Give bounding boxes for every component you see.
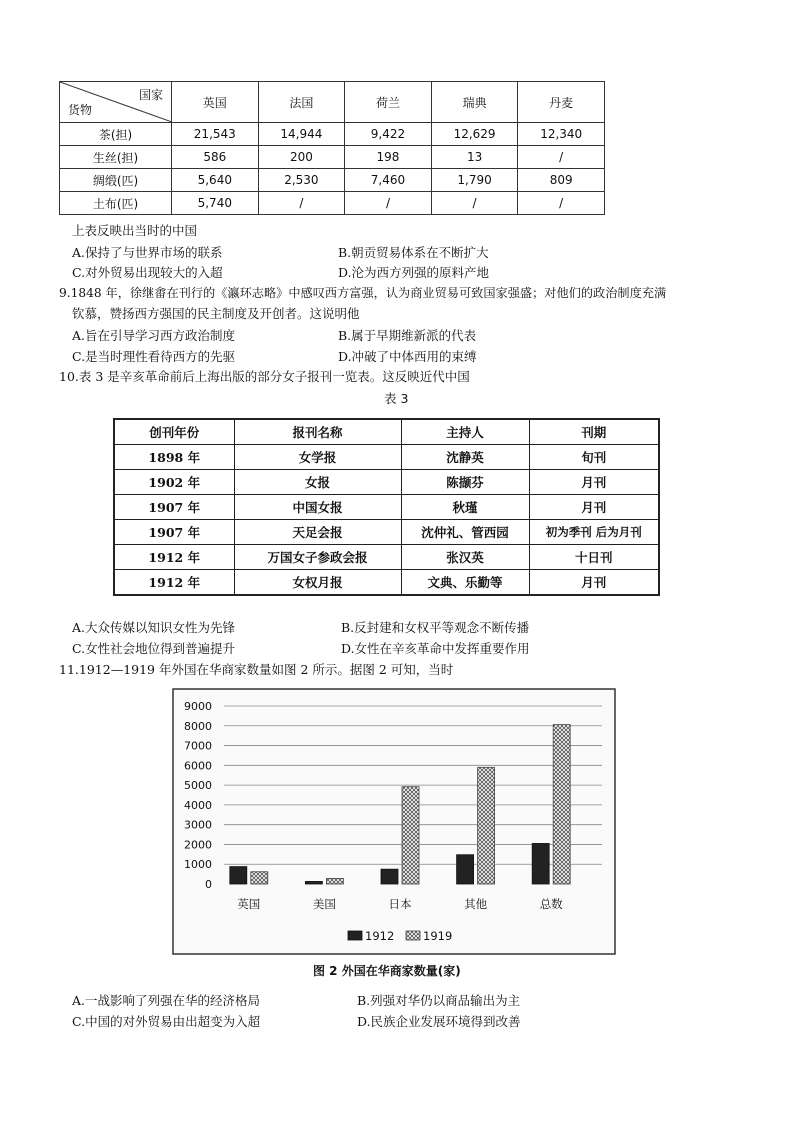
table-cell: 女学报 xyxy=(234,445,401,470)
country-header: 法国 xyxy=(258,82,345,123)
q9-option-b[interactable]: B.属于早期维新派的代表 xyxy=(338,328,477,343)
y-tick-label: 0 xyxy=(205,878,212,891)
country-header: 英国 xyxy=(172,82,259,123)
newspaper-table xyxy=(113,418,660,596)
table-cell: 十日刊 xyxy=(529,545,659,570)
table-title: 表 3 xyxy=(384,391,409,406)
bar-chart xyxy=(172,688,616,955)
legend-swatch-1912 xyxy=(348,931,362,940)
table-cell: 1902 年 xyxy=(114,470,234,495)
table-row xyxy=(60,146,605,169)
x-tick-label: 总数 xyxy=(539,897,563,911)
table-cell: 沈仲礼、管西园 xyxy=(401,520,529,545)
bar-1912-3 xyxy=(457,855,474,884)
bar-1919-0 xyxy=(251,872,268,884)
bar-1912-4 xyxy=(532,843,549,884)
table-cell: 7,460 xyxy=(345,169,432,192)
column-header: 刊期 xyxy=(529,419,659,445)
table-row xyxy=(114,495,659,520)
table-row xyxy=(60,169,605,192)
x-tick-label: 其他 xyxy=(464,897,488,911)
table-row xyxy=(114,445,659,470)
table-cell: / xyxy=(345,192,432,215)
table-cell: 月刊 xyxy=(529,495,659,520)
table-cell: / xyxy=(518,192,605,215)
x-tick-label: 英国 xyxy=(237,897,261,911)
trade-table xyxy=(59,81,605,215)
q10-stem: 10.表 3 是辛亥革命前后上海出版的部分女子报刊一览表。这反映近代中国 xyxy=(59,369,470,384)
q8-option-b[interactable]: B.朝贡贸易体系在不断扩大 xyxy=(338,245,489,260)
q8-option-a[interactable]: A.保持了与世界市场的联系 xyxy=(72,245,223,260)
table-cell: 文典、乐勤等 xyxy=(401,570,529,596)
bar-1919-3 xyxy=(478,767,495,884)
table-cell: 12,340 xyxy=(518,123,605,146)
chart-caption: 图 2 外国在华商家数量(家) xyxy=(313,964,461,978)
y-tick-label: 8000 xyxy=(184,719,212,733)
table-cell: 13 xyxy=(431,146,518,169)
q11-option-d[interactable]: D.民族企业发展环境得到改善 xyxy=(357,1014,521,1029)
table-cell: / xyxy=(258,192,345,215)
legend-label: 1912 xyxy=(365,929,395,943)
q8-option-c[interactable]: C.对外贸易出现较大的入超 xyxy=(72,265,223,280)
table-row xyxy=(114,470,659,495)
column-header: 主持人 xyxy=(401,419,529,445)
y-tick-label: 2000 xyxy=(184,838,212,852)
table-cell: 天足会报 xyxy=(234,520,401,545)
y-tick-label: 7000 xyxy=(184,739,212,753)
q9-option-a[interactable]: A.旨在引导学习西方政治制度 xyxy=(72,328,236,343)
bar-1912-1 xyxy=(305,881,322,884)
table-cell: 5,640 xyxy=(172,169,259,192)
q9-option-c[interactable]: C.是当时理性看待西方的先驱 xyxy=(72,349,236,364)
y-tick-label: 3000 xyxy=(184,818,212,832)
q10-option-a[interactable]: A.大众传媒以知识女性为先锋 xyxy=(72,620,236,635)
column-header: 创刊年份 xyxy=(114,419,234,445)
bar-1919-2 xyxy=(402,787,419,884)
q8-option-d[interactable]: D.沦为西方列强的原料产地 xyxy=(338,265,490,280)
table-cell: 张汉英 xyxy=(401,545,529,570)
y-tick-label: 4000 xyxy=(184,798,212,812)
y-tick-label: 9000 xyxy=(184,700,212,713)
table-cell: 200 xyxy=(258,146,345,169)
goods-label: 绸缎(匹) xyxy=(60,169,172,192)
q11-option-a[interactable]: A.一战影响了列强在华的经济格局 xyxy=(72,993,261,1008)
q11-option-b[interactable]: B.列强对华仍以商品输出为主 xyxy=(357,993,521,1008)
goods-label: 生丝(担) xyxy=(60,146,172,169)
goods-label: 土布(匹) xyxy=(60,192,172,215)
table-cell: 5,740 xyxy=(172,192,259,215)
y-tick-label: 6000 xyxy=(184,759,212,773)
country-header: 荷兰 xyxy=(345,82,432,123)
table-cell: 1,790 xyxy=(431,169,518,192)
q11-option-c[interactable]: C.中国的对外贸易由出超变为入超 xyxy=(72,1014,261,1029)
table-cell: / xyxy=(431,192,518,215)
table-cell: 陈撷芬 xyxy=(401,470,529,495)
table-cell: 9,422 xyxy=(345,123,432,146)
q9-stem-line2: 钦慕，赞扬西方强国的民主制度及开创者。这说明他 xyxy=(72,306,360,321)
goods-label: 茶(担) xyxy=(60,123,172,146)
q9-stem-line1: 9.1848 年，徐继畬在刊行的《瀛环志略》中感叹西方富强，认为商业贸易可致国家强盛；对他们的政治制度充满 xyxy=(59,286,667,300)
header-country-label: 国家 xyxy=(138,88,163,102)
table-cell: 万国女子参政会报 xyxy=(234,545,401,570)
bar-1912-0 xyxy=(230,867,247,884)
table-row xyxy=(114,570,659,596)
y-tick-label: 1000 xyxy=(184,858,212,872)
table-row xyxy=(60,123,605,146)
table-cell: 198 xyxy=(345,146,432,169)
table-row xyxy=(60,192,605,215)
table-cell: 月刊 xyxy=(529,470,659,495)
q10-option-d[interactable]: D.女性在辛亥革命中发挥重要作用 xyxy=(341,641,530,656)
table-cell: 12,629 xyxy=(431,123,518,146)
bar-1912-2 xyxy=(381,869,398,884)
trade-table-corner-cell xyxy=(60,82,172,123)
table-cell: 1907 年 xyxy=(114,495,234,520)
bar-1919-4 xyxy=(553,725,570,884)
table-cell: 1907 年 xyxy=(114,520,234,545)
table-cell: 1898 年 xyxy=(114,445,234,470)
bar-1919-1 xyxy=(326,878,343,884)
table-cell: 2,530 xyxy=(258,169,345,192)
legend-label: 1919 xyxy=(423,929,453,943)
table-cell: 女报 xyxy=(234,470,401,495)
table-cell: / xyxy=(518,146,605,169)
country-header: 丹麦 xyxy=(518,82,605,123)
table-cell: 809 xyxy=(518,169,605,192)
table-cell: 1912 年 xyxy=(114,545,234,570)
table-row xyxy=(114,545,659,570)
legend-swatch-1919 xyxy=(406,931,420,940)
q10-option-c[interactable]: C.女性社会地位得到普遍提升 xyxy=(72,641,236,656)
chart-frame xyxy=(173,689,615,954)
table-cell: 初为季刊 后为月刊 xyxy=(529,520,659,545)
table-cell: 沈静英 xyxy=(401,445,529,470)
header-goods-label: 货物 xyxy=(68,103,93,117)
table-row xyxy=(114,520,659,545)
country-header: 瑞典 xyxy=(431,82,518,123)
x-tick-label: 美国 xyxy=(312,897,336,911)
q10-option-b[interactable]: B.反封建和女权平等观念不断传播 xyxy=(341,620,530,635)
column-header: 报刊名称 xyxy=(234,419,401,445)
table-cell: 1912 年 xyxy=(114,570,234,596)
y-tick-label: 5000 xyxy=(184,779,212,793)
q9-option-d[interactable]: D.冲破了中体西用的束缚 xyxy=(338,349,477,364)
table-cell: 旬刊 xyxy=(529,445,659,470)
table-cell: 586 xyxy=(172,146,259,169)
q8-stem: 上表反映出当时的中国 xyxy=(72,223,198,238)
table-cell: 14,944 xyxy=(258,123,345,146)
table-cell: 秋瑾 xyxy=(401,495,529,520)
table-cell: 女权月报 xyxy=(234,570,401,596)
q11-stem: 11.1912—1919 年外国在华商家数量如图 2 所示。据图 2 可知，当时 xyxy=(59,662,454,677)
x-tick-label: 日本 xyxy=(388,897,412,911)
table-cell: 中国女报 xyxy=(234,495,401,520)
table-cell: 月刊 xyxy=(529,570,659,596)
table-cell: 21,543 xyxy=(172,123,259,146)
